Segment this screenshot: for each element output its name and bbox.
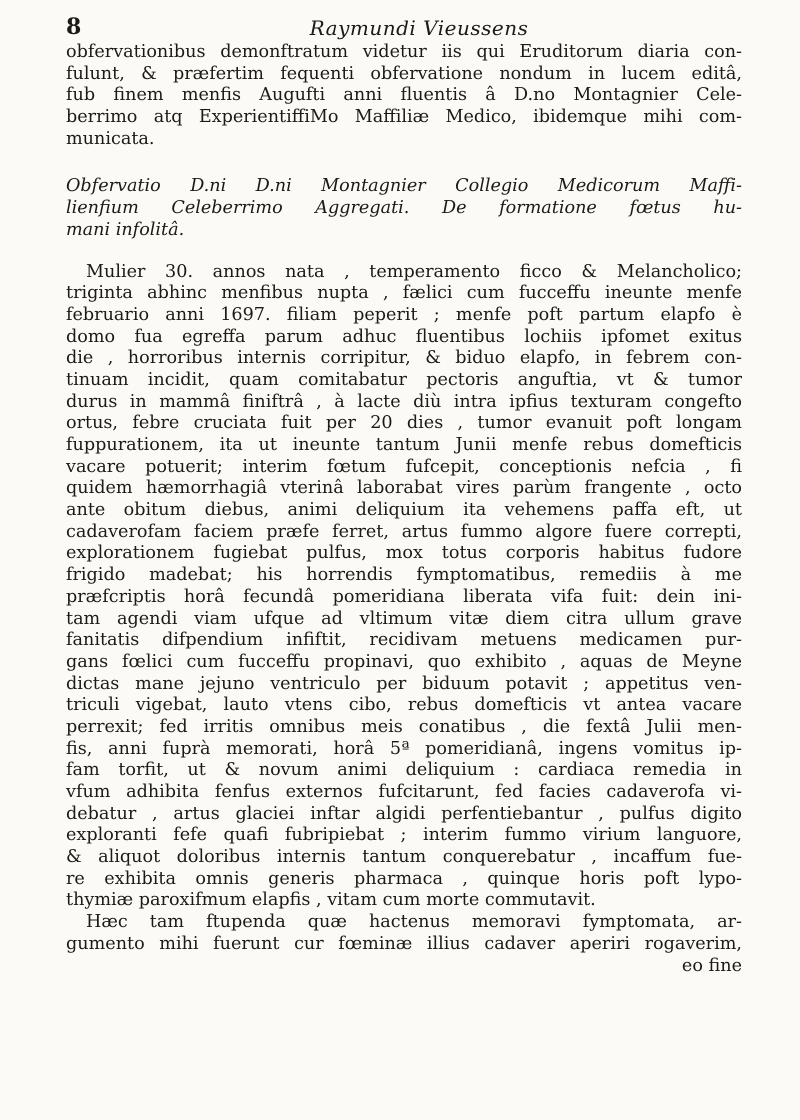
text-line: præfcriptis horâ fecundâ pomeridiana liberata vifa fuit: dein ini-	[66, 586, 742, 607]
spacer	[66, 150, 742, 176]
running-head	[66, 14, 742, 44]
intro-paragraph	[66, 42, 742, 150]
text-line: exploranti fefe quafi fubripiebat ; interim fummo virium languore,	[66, 825, 742, 846]
heading-line: lienfium Celeberrimo Aggregati. De formatione fœtus hu-	[66, 198, 742, 219]
text-line: thymiæ paroxifmum elapfis , vitam cum morte commutavit.	[66, 890, 596, 911]
heading-line: Obfervatio D.ni D.ni Montagnier Collegio Medicorum Maffi-	[66, 176, 742, 197]
spacer	[66, 242, 742, 262]
text-line: dictas mane jejuno ventriculo per biduum potavit ; appetitus ven-	[66, 673, 742, 694]
text-line: re exhibita omnis generis pharmaca , quinque horis poft lypo-	[66, 868, 742, 889]
text-line: obfervationibus demonftratum videtur iis qui Eruditorum diaria con-	[66, 42, 742, 62]
text-line: explorationem fugiebat pulfus, mox totus corporis habitus fudore	[66, 543, 742, 564]
text-line: triginta abhinc menfibus nupta , fælici cum fucceffu ineunte menfe	[66, 283, 742, 304]
running-title: Raymundi Vieussens	[309, 16, 529, 40]
text-line: frigido madebat; his horrendis fymptomatibus, remediis à me	[66, 565, 742, 586]
catchword: eo fine	[681, 955, 742, 976]
text-line: berrimo atq ExperientiffiMo Maffiliæ Medico, ibidemque mihi com-	[66, 107, 742, 128]
text-line: Hæc tam ftupenda quæ hactenus memoravi fymptomata, ar-	[86, 912, 742, 933]
text-line: fub finem menfis Augufti anni fluentis â D.no Montagnier Cele-	[66, 85, 742, 106]
text-line: vacare potuerit; interim fœtum fufcepit, conceptionis nefcia , fi	[66, 456, 742, 477]
text-line: Mulier 30. annos nata , temperamento ficco & Melancholico;	[86, 261, 742, 282]
text-line: tam agendi viam ufque ad vltimum vitæ diem citra ullum grave	[66, 608, 742, 629]
case-paragraph	[66, 262, 742, 978]
text-line: gans fœlici cum fucceffu propinavi, quo exhibito , aquas de Meyne	[66, 651, 742, 672]
text-line: tinuam incidit, quam comitabatur pectoris anguftia, vt & tumor	[66, 369, 742, 390]
text-line: durus in mammâ finiftrâ , à lacte diù intra ipfius texturam congefto	[66, 391, 742, 412]
text-line: ortus, febre cruciata fuit per 20 dies , tumor evanuit poft longam	[66, 413, 742, 434]
page-number: 8	[66, 14, 82, 40]
text-line: vfum adhibita fenfus externos fufcitarunt, fed facies cadaverofa vi-	[66, 782, 742, 802]
text-line: cadaverofam faciem præfe ferret, artus fummo algore fuere correpti,	[66, 521, 742, 542]
text-line: fulunt, & præfertim fequenti obfervatione nondum in lucem editâ,	[66, 63, 742, 84]
text-line: debatur , artus glaciei inftar algidi perfentiebantur , pulfus digito	[66, 803, 742, 824]
text-line: fam torfit, ut & novum animi deliquium : cardiaca remedia in	[66, 760, 742, 781]
text-line: domo fua egreffa parum adhuc fluentibus lochiis ipfomet exitus	[66, 326, 742, 347]
text-line: quidem hæmorrhagiâ vterinâ laborabat vires parùm frangente , octo	[66, 478, 742, 499]
text-line: & aliquot doloribus internis tantum conquerebatur , incaffum fue-	[66, 847, 742, 868]
body-text	[66, 42, 742, 977]
text-line: februario anni 1697. filiam peperit ; menfe poft partum elapfo è	[66, 304, 742, 325]
text-line: fanitatis difpendium infiftit, recidivam metuens medicamen pur-	[66, 630, 742, 651]
heading-line: mani infolitâ.	[66, 219, 185, 240]
text-line: triculi vigebat, lauto vtens cibo, rebus domefticis vt antea vacare	[66, 695, 742, 716]
text-line: municata.	[66, 128, 155, 149]
text-line: die , horroribus internis corripitur, & biduo elapfo, in febrem con-	[66, 348, 742, 369]
text-line: ante obitum diebus, animi deliquium ita vehemens paffa eft, ut	[66, 500, 742, 521]
text-line: fis, anni fuprà memorati, horâ 5ª pomeridianâ, ingens vomitus ip-	[66, 738, 742, 759]
observation-heading	[66, 176, 742, 241]
text-line: perrexit; fed irritis omnibus meis conatibus , die fextâ Julii men-	[66, 716, 742, 737]
text-line: fuppurationem, ita ut ineunte tantum Junii menfe rebus domefticis	[66, 435, 742, 455]
text-line: gumento mihi fuerunt cur fœminæ illius cadaver aperiri rogaverim,	[66, 933, 742, 954]
